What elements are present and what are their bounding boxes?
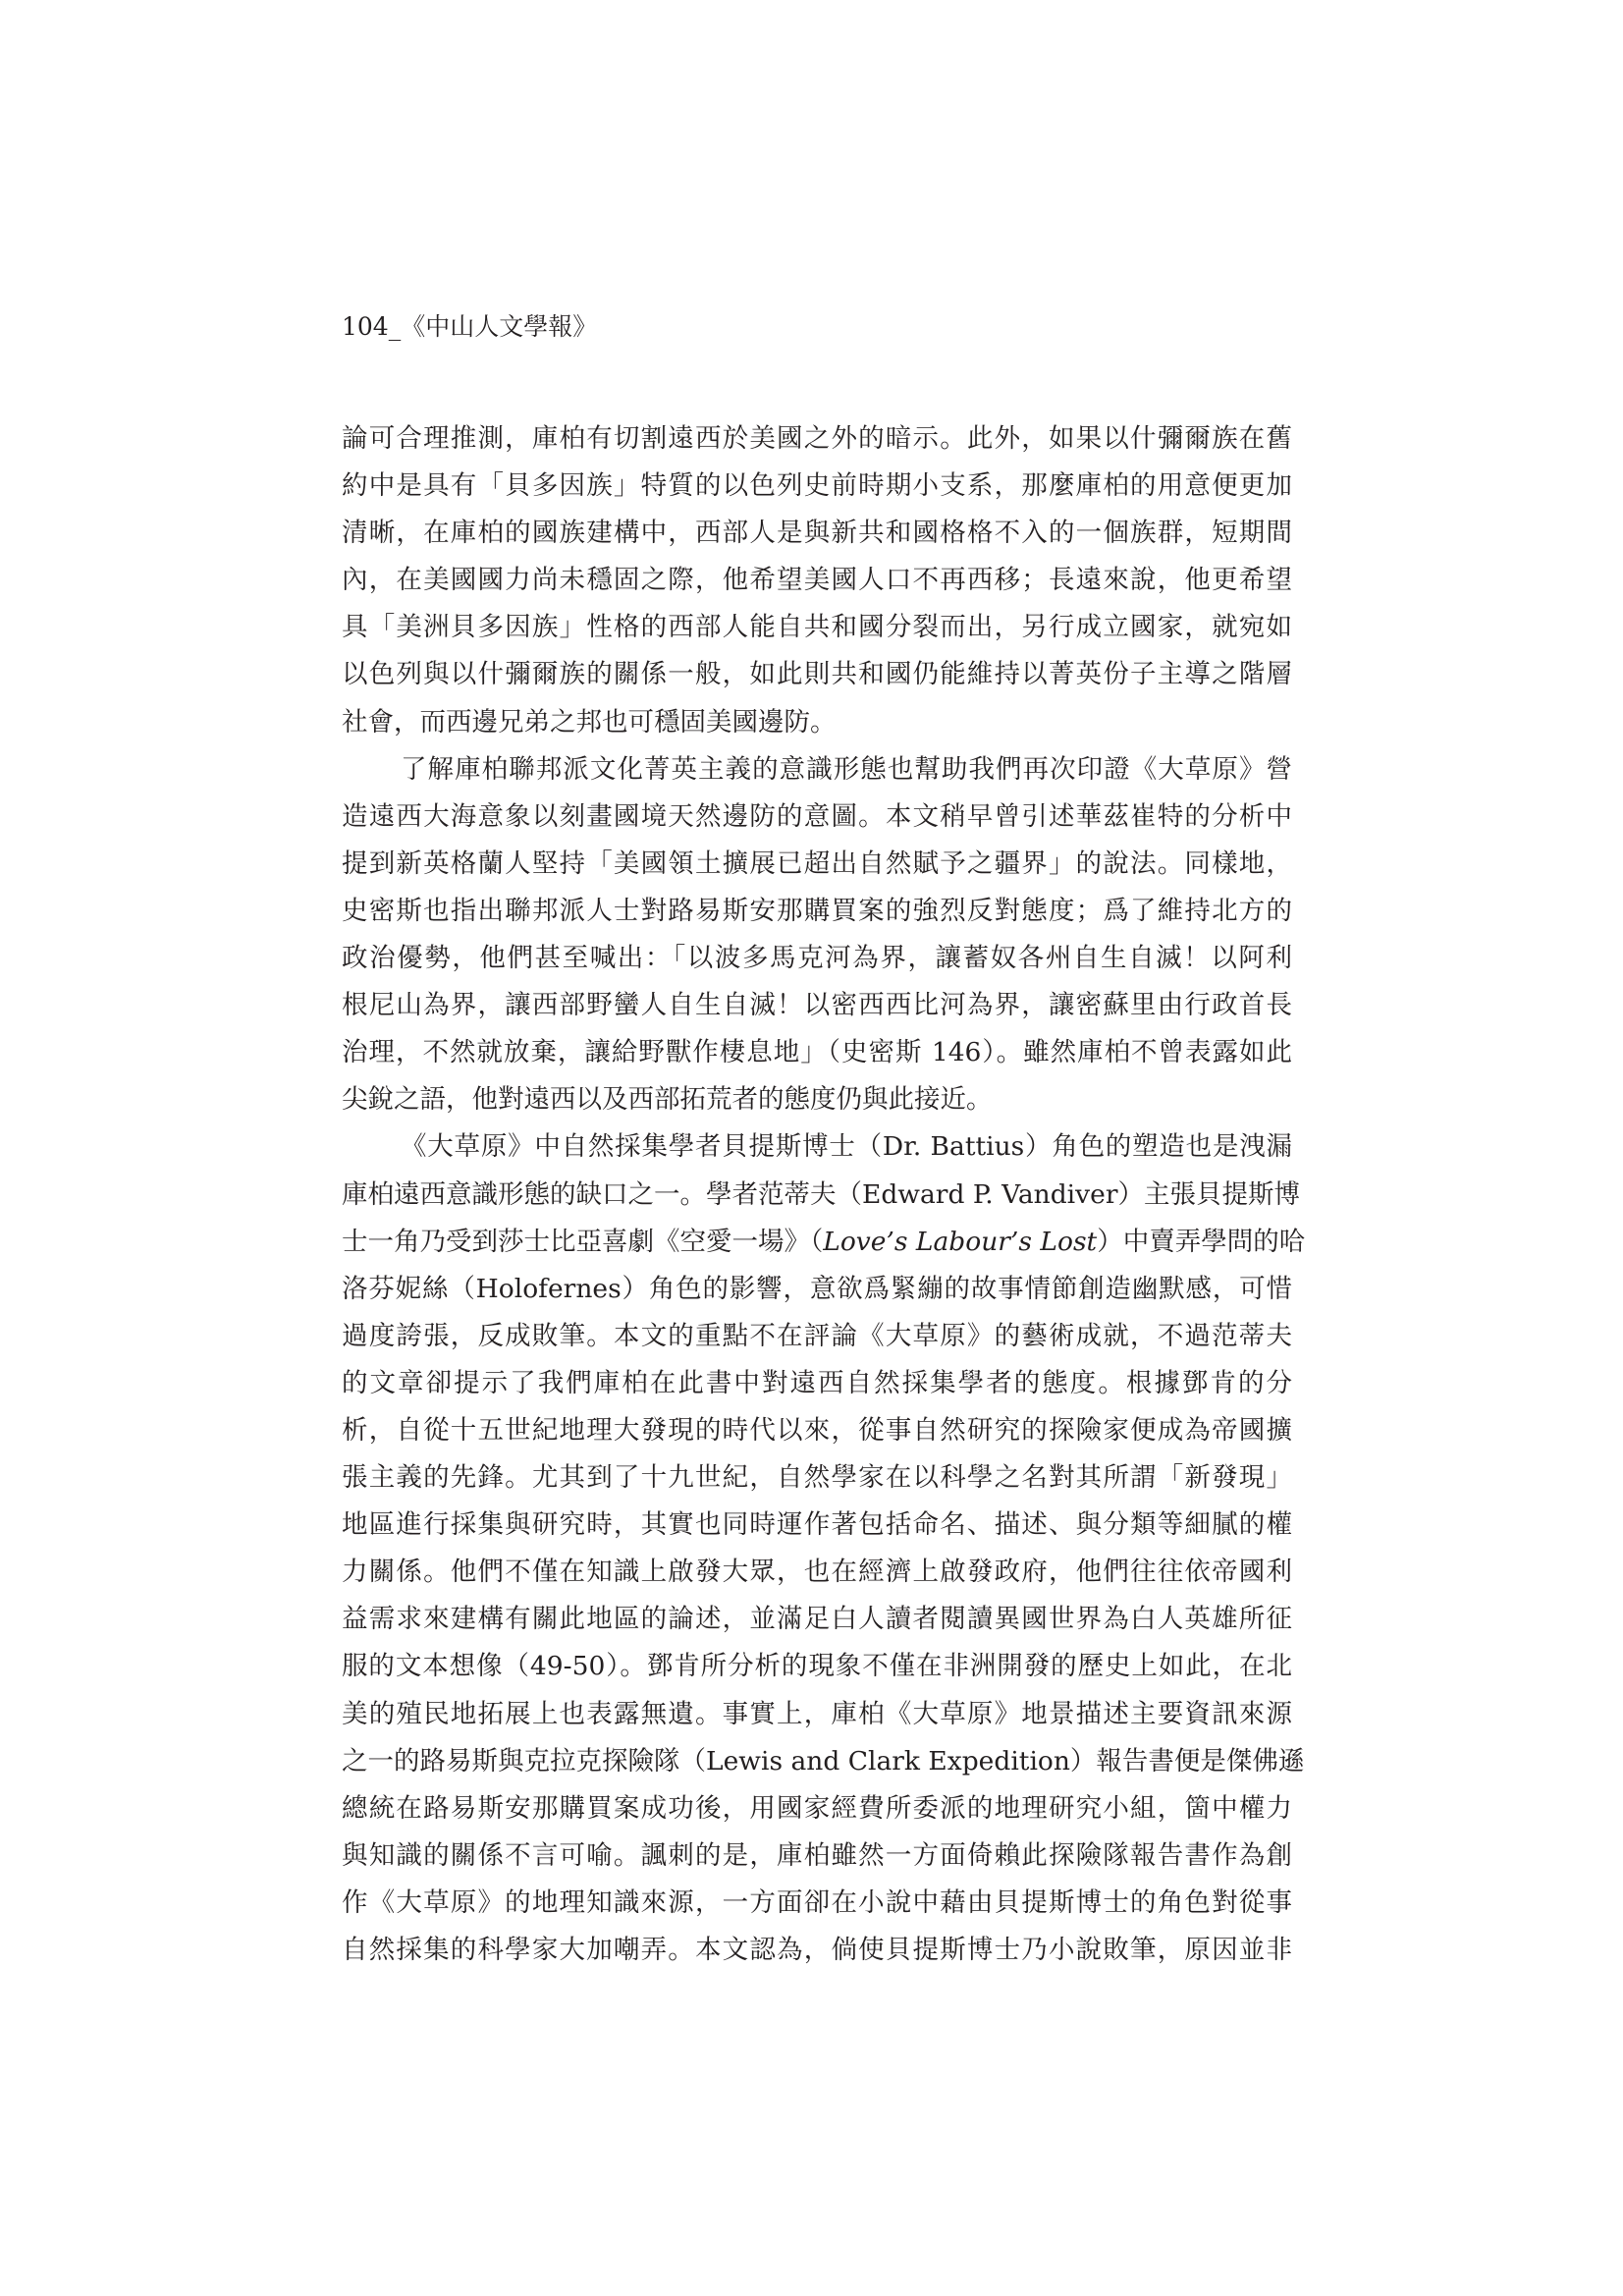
text-line: 治理，不然就放棄，讓給野獸作棲息地」（史密斯 146）。雖然庫柏不曾表露如此 (342, 1037, 1292, 1068)
text-line: 史密斯也指出聯邦派人士對路易斯安那購買案的強烈反對態度；爲了維持北方的 (342, 895, 1292, 926)
text-line: 內，在美國國力尚未穩固之際，他希望美國人口不再西移；長遠來說，他更希望 (342, 565, 1292, 596)
text-segment: ）中賣弄學問的哈 (1097, 1226, 1306, 1257)
paragraph-2 (342, 746, 1292, 1124)
text-line: 析，自從十五世紀地理大發現的時代以來，從事自然研究的探險家便成為帝國擴 (342, 1414, 1292, 1446)
text-line: 根尼山為界，讓西部野蠻人自生自滅！以密西西比河為界，讓密蘇里由行政首長 (342, 990, 1292, 1021)
text-line: 洛芬妮絲（Holofernes）角色的影響，意欲爲緊繃的故事情節創造幽默感，可惜 (342, 1273, 1292, 1304)
text-line: 具「美洲貝多因族」性格的西部人能自共和國分裂而出，另行成立國家，就宛如 (342, 612, 1292, 643)
italic-play-title: Love’s Labour’s Lost (823, 1226, 1098, 1257)
text-line: 社會，而西邊兄弟之邦也可穩固美國邊防。 (342, 706, 837, 738)
text-line: 《大草原》中自然採集學者貝提斯博士（Dr. Battius）角色的塑造也是洩漏 (401, 1131, 1292, 1163)
running-header: 104_《中山人文學報》 (342, 312, 598, 341)
text-line: 之一的路易斯與克拉克探險隊（Lewis and Clark Expedition）報告書便是傑佛遜 (342, 1745, 1305, 1777)
text-line: 自然採集的科學家大加嘲弄。本文認為，倘使貝提斯博士乃小說敗筆，原因並非 (342, 1935, 1292, 1965)
text-line: 的文章卻提示了我們庫柏在此書中對遠西自然採集學者的態度。根據鄧肯的分 (342, 1367, 1292, 1398)
text-line: 造遠西大海意象以刻畫國境天然邊防的意圖。本文稍早曾引述華茲崔特的分析中 (342, 800, 1292, 832)
text-line: 服的文本想像（49-50）。鄧肯所分析的現象不僅在非洲開發的歷史上如此，在北 (342, 1651, 1292, 1682)
text-line: 了解庫柏聯邦派文化菁英主義的意識形態也幫助我們再次印證《大草原》營 (401, 753, 1292, 785)
text-line: 論可合理推測，庫柏有切割遠西於美國之外的暗示。此外，如果以什彌爾族在舊 (342, 423, 1292, 454)
text-line: 美的殖民地拓展上也表露無遺。事實上，庫柏《大草原》地景描述主要資訊來源 (342, 1698, 1292, 1729)
text-line: 與知識的關係不言可喻。諷刺的是，庫柏雖然一方面倚賴此探險隊報告書作為創 (342, 1839, 1292, 1871)
text-segment: 士一角乃受到莎士比亞喜劇《空愛一場》（ (342, 1226, 824, 1257)
text-line: 約中是具有「貝多因族」特質的以色列史前時期小支系，那麼庫柏的用意便更加 (342, 470, 1292, 502)
text-line: 庫柏遠西意識形態的缺口之一。學者范蒂夫（Edward P. Vandiver）主張貝提斯博 (342, 1178, 1300, 1210)
text-line: 益需求來建構有關此地區的論述，並滿足白人讀者閱讀異國世界為白人英雄所征 (342, 1604, 1292, 1635)
paragraph-1 (342, 415, 1292, 746)
body-text (342, 415, 1306, 1974)
text-line: 清晰，在庫柏的國族建構中，西部人是與新共和國格格不入的一個族群，短期間 (342, 518, 1292, 549)
text-line: 地區進行採集與研究時，其實也同時運作著包括命名、描述、與分類等細膩的權 (342, 1509, 1292, 1541)
text-line: 張主義的先鋒。尤其到了十九世紀，自然學家在以科學之名對其所謂「新發現」 (342, 1462, 1292, 1494)
text-line: 作《大草原》的地理知識來源，一方面卻在小說中藉由貝提斯博士的角色對從事 (342, 1886, 1292, 1918)
paragraph-3 (342, 1123, 1306, 1974)
text-line: 提到新英格蘭人堅持「美國領土擴展已超出自然賦予之疆界」的說法。同樣地， (342, 847, 1292, 879)
text-line-with-title (342, 1219, 1306, 1266)
text-line: 力關係。他們不僅在知識上啟發大眾，也在經濟上啟發政府，他們往往依帝國利 (342, 1557, 1292, 1588)
text-line: 政治優勢，他們甚至喊出：「以波多馬克河為界，讓蓄奴各州自生自滅！以阿利 (342, 943, 1292, 974)
text-line: 總統在路易斯安那購買案成功後，用國家經費所委派的地理研究小組，箇中權力 (342, 1792, 1292, 1824)
text-line: 過度誇張，反成敗筆。本文的重點不在評論《大草原》的藝術成就，不過范蒂夫 (342, 1320, 1292, 1351)
text-line: 以色列與以什彌爾族的關係一般，如此則共和國仍能維持以菁英份子主導之階層 (342, 659, 1292, 690)
text-line: 尖銳之語，他對遠西以及西部拓荒者的態度仍與此接近。 (342, 1084, 993, 1116)
